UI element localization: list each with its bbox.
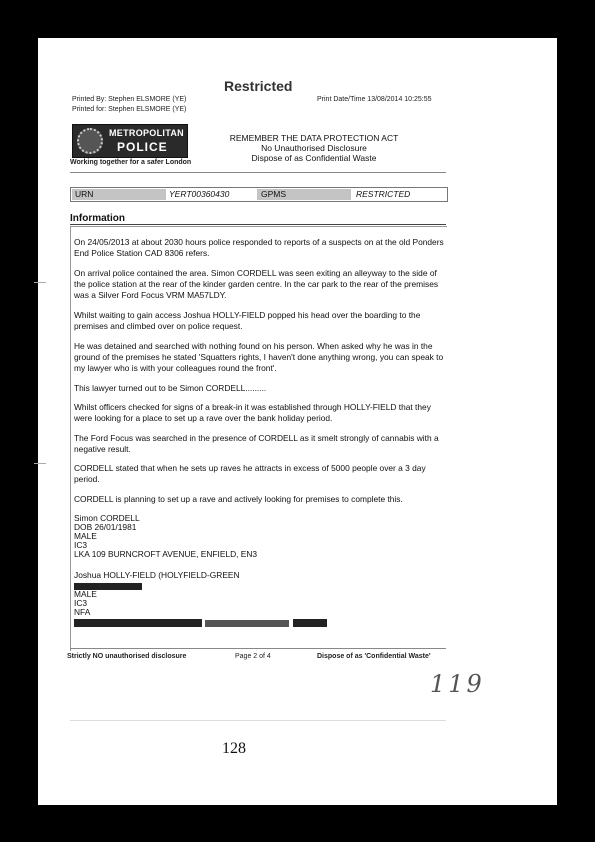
paragraph: On 24/05/2013 at about 2030 hours police responded to reports of a suspects on at the old Ponders End Police Station CAD 8306 refers. xyxy=(74,237,444,258)
crest-icon xyxy=(77,128,103,154)
person2-sex: MALE xyxy=(74,589,97,599)
redaction-block xyxy=(205,620,289,627)
bottom-divider xyxy=(70,720,446,721)
person1-name: Simon CORDELL xyxy=(74,513,140,523)
paragraph: Whilst waiting to gain access Joshua HOLLY-FIELD popped his head over the boarding to the premises and climbed over on police request. xyxy=(74,310,421,331)
footer-page: Page 2 of 4 xyxy=(235,653,271,660)
person1-ic: IC3 xyxy=(74,540,88,550)
header-divider xyxy=(70,172,446,173)
urn-value: YERT00360430 xyxy=(169,189,230,199)
logo-line2: POLICE xyxy=(117,140,168,154)
redaction-block xyxy=(74,619,202,627)
handwritten-number: 119 xyxy=(430,670,485,698)
footer-right: Dispose of as 'Confidential Waste' xyxy=(317,653,431,660)
paragraph: CORDELL is planning to set up a rave and actively looking for premises to complete this. xyxy=(74,494,403,504)
paragraph: CORDELL stated that when he sets up raves he attracts in excess of 5000 people over a 3 day period. xyxy=(74,463,426,484)
printed-by: Printed By: Stephen ELSMORE (YE) xyxy=(72,96,187,103)
page-number: 128 xyxy=(222,740,246,757)
paragraph: This lawyer turned out to be Simon CORDELL......... xyxy=(74,383,267,393)
paragraph: He was detained and searched with nothing found on his person. When asked why he was in the ground of the premises he stated 'Squatters rights, I haven't done anything wrong, you can speak to my lawyer who is with your colleagues round the front'. xyxy=(74,341,444,373)
person1-sex: MALE xyxy=(74,531,97,541)
met-police-logo xyxy=(72,124,188,158)
person2-name: Joshua HOLLY-FIELD (HOLYFIELD-GREEN xyxy=(74,570,240,580)
paragraph: Whilst officers checked for signs of a break-in it was established through HOLLY-FIELD that they were looking for a place to set up a rave over the bank holiday period. xyxy=(74,402,431,423)
paragraph: The Ford Focus was searched in the presence of CORDELL as it smelt strongly of cannabis with a negative result. xyxy=(74,433,439,454)
printed-for: Printed for: Stephen ELSMORE (YE) xyxy=(72,106,187,113)
footer-divider xyxy=(70,648,446,649)
classification-title: Restricted xyxy=(224,78,293,94)
notice-line1: REMEMBER THE DATA PROTECTION ACT xyxy=(229,133,399,143)
urn-bar xyxy=(70,187,448,202)
notice-line2: No Unauthorised Disclosure xyxy=(261,143,367,153)
scan-mark xyxy=(34,282,46,283)
print-datetime: Print Date/Time 13/08/2014 10:25:55 xyxy=(317,96,432,103)
footer-left: Strictly NO unauthorised disclosure xyxy=(67,653,187,660)
gpms-value: RESTRICTED xyxy=(356,189,411,199)
scan-mark xyxy=(34,463,46,464)
person2-nfa: NFA xyxy=(74,607,91,617)
information-heading: Information xyxy=(70,213,125,224)
urn-label: URN xyxy=(75,189,94,199)
redaction-block xyxy=(293,619,327,627)
person2-ic: IC3 xyxy=(74,598,88,608)
notice-line3: Dispose of as Confidential Waste xyxy=(251,153,377,163)
gpms-label: GPMS xyxy=(261,189,287,199)
information-underline xyxy=(70,224,446,225)
logo-line1: METROPOLITAN xyxy=(109,128,184,138)
logo-tagline: Working together for a safer London xyxy=(70,159,192,166)
person1-address: LKA 109 BURNCROFT AVENUE, ENFIELD, EN3 xyxy=(74,549,258,559)
person1-dob: DOB 26/01/1981 xyxy=(74,522,137,532)
paragraph: On arrival police contained the area. Simon CORDELL was seen exiting an alleyway to the side of the police station at the rear of the kinder garden centre. In the car park to the rear of the premises was a Silver Ford Focus VRM MA57LDY. xyxy=(74,268,439,300)
